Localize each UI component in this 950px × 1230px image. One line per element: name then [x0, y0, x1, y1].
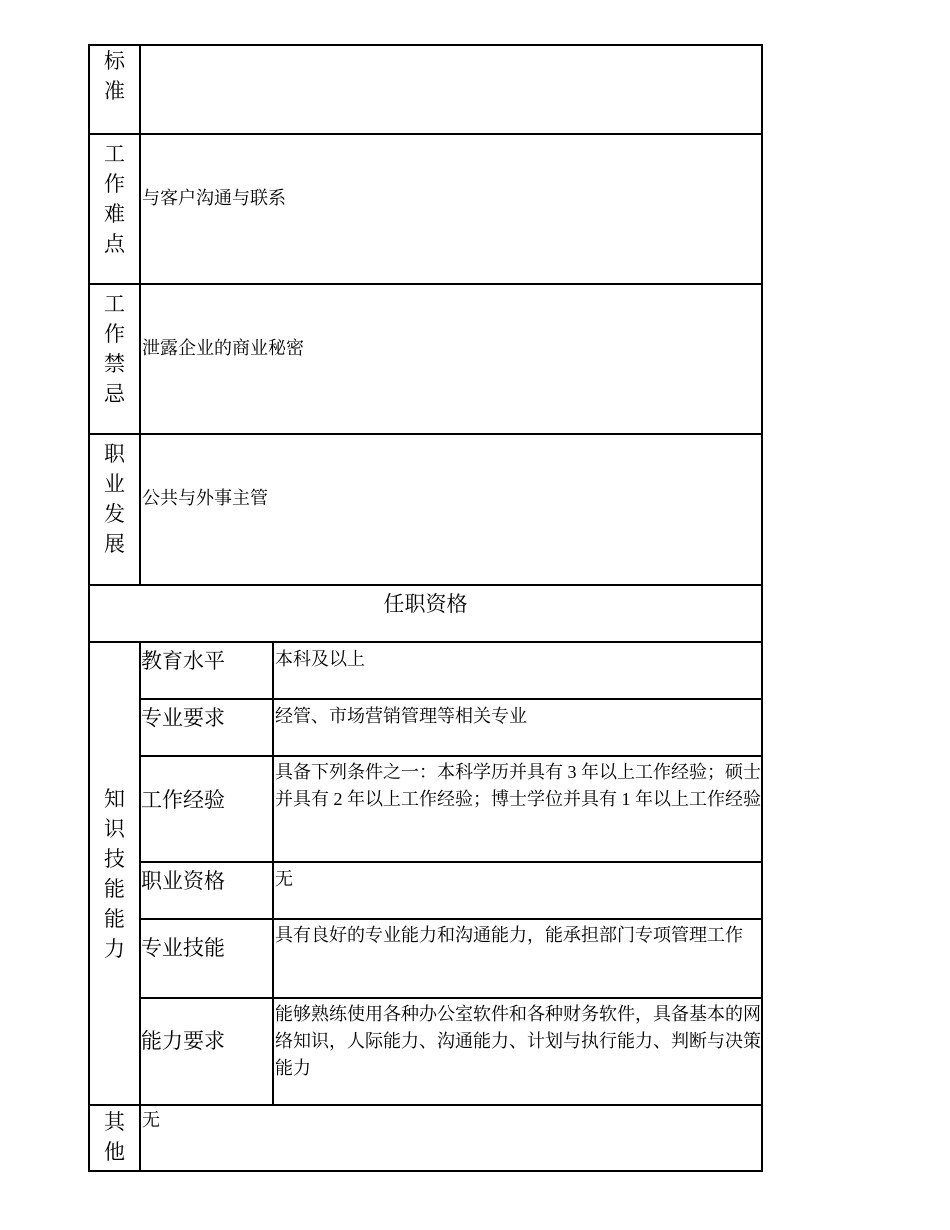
skills-value: 具有良好的专业能力和沟通能力，能承担部门专项管理工作	[273, 919, 762, 998]
ability-value: 能够熟练使用各种办公室软件和各种财务软件，具备基本的网络知识，人际能力、沟通能力、计划与执行能力、判断与决策能力	[273, 998, 762, 1105]
qualification-item-row	[89, 919, 762, 998]
taboo-label: 工 作 禁 忌	[89, 284, 140, 434]
career-row	[89, 434, 762, 585]
major-value: 经管、市场营销管理等相关专业	[273, 699, 762, 756]
difficulty-content: 与客户沟通与联系	[140, 134, 762, 284]
career-label: 职 业 发 展	[89, 434, 140, 585]
certification-label: 职业资格	[140, 862, 273, 919]
qualification-item-row	[89, 642, 762, 699]
other-content: 无	[140, 1105, 762, 1171]
standard-row	[89, 45, 762, 134]
ability-label: 能力要求	[140, 998, 273, 1105]
standard-content	[140, 45, 762, 134]
experience-label: 工作经验	[140, 756, 273, 862]
qualification-title: 任职资格	[89, 585, 762, 642]
other-label: 其 他	[89, 1105, 140, 1171]
career-content: 公共与外事主管	[140, 434, 762, 585]
qualification-header-row	[89, 585, 762, 642]
taboo-row	[89, 284, 762, 434]
other-row	[89, 1105, 762, 1171]
education-value: 本科及以上	[273, 642, 762, 699]
qualification-item-row	[89, 862, 762, 919]
taboo-content: 泄露企业的商业秘密	[140, 284, 762, 434]
qualification-group-label: 知 识 技 能 能 力	[89, 642, 140, 1105]
job-description-table	[88, 44, 763, 1172]
qualification-item-row	[89, 998, 762, 1105]
major-label: 专业要求	[140, 699, 273, 756]
difficulty-row	[89, 134, 762, 284]
certification-value: 无	[273, 862, 762, 919]
education-label: 教育水平	[140, 642, 273, 699]
experience-value: 具备下列条件之一：本科学历并具有 3 年以上工作经验；硕士并具有 2 年以上工作经验；博士学位并具有 1 年以上工作经验	[273, 756, 762, 862]
skills-label: 专业技能	[140, 919, 273, 998]
qualification-item-row	[89, 756, 762, 862]
difficulty-label: 工 作 难 点	[89, 134, 140, 284]
qualification-item-row	[89, 699, 762, 756]
standard-label: 标 准	[89, 45, 140, 134]
